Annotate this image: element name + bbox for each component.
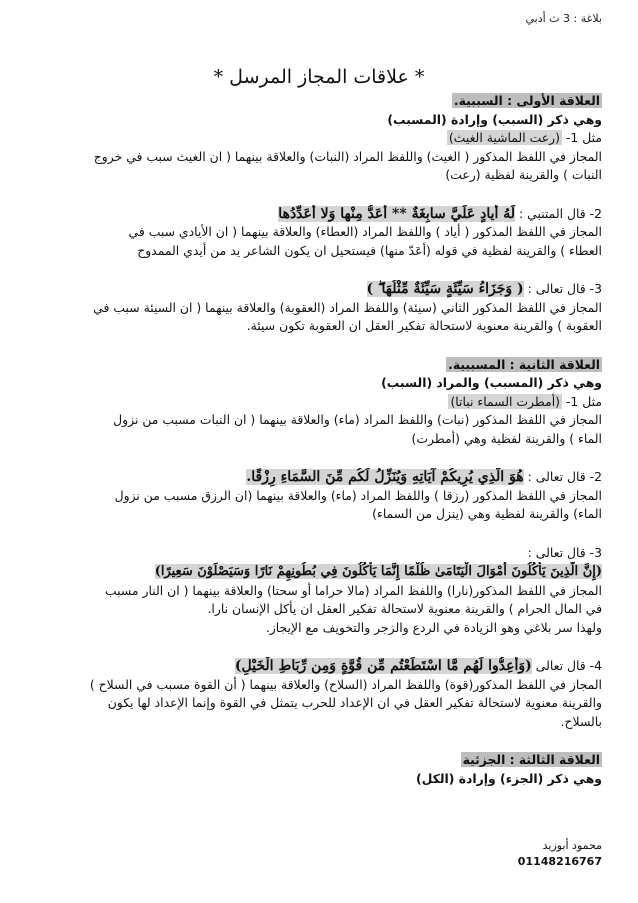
s1-example-3: 3- قال تعالى : ( وَجَزَاءُ سَيِّئَةٍ سَيِّئَةٌ مِّثْلُهَا ۖ ) <box>366 281 602 297</box>
author-name: محمود أبوزيد <box>542 839 602 852</box>
page-header: بلاغة : 3 ث أدبي <box>525 12 602 25</box>
page-title: * علاقات المجاز المرسل * <box>213 66 425 88</box>
s2-ex1-line-2: الماء ) والقرينة لفظية وهي (أمطرت) <box>411 430 602 446</box>
s1-ex3-line-1: المجاز في اللفظ المذكور الثاني (سيئة) واللفظ المراد (العقوبة) والعلاقة بينهما ( ان السيئة سبب في <box>93 299 602 315</box>
s1-ex1-line-2: النبات ) والقرينة لفظية (رعت) <box>445 167 602 182</box>
s1-ex3-line-2: العقوبة ) والقرينة معنوية لاستحالة تفكير العقل ان العقوبة تكون سيئة. <box>246 318 602 333</box>
s2-ex1-line-1: المجاز في اللفظ المذكور (نبات) واللفظ المراد (ماء) والعلاقة بينهما ( ان النبات مسبب من نزول <box>113 412 602 427</box>
s2-ex2-line-2: الماء) والقرينة لفظية وهي (ينزل من السماء) <box>372 506 602 521</box>
s1-example-2: 2- قال المتنبي : لَهُ أَيادٍ عَلَيَّ سابِغَةٌ ** أُعَدُّ مِنْها وَلا أُعَدِّدُها <box>278 205 602 222</box>
s2-ex3-line-1: المجاز في اللفظ المذكور(نارا) واللفظ المراد (مالا حراما أو سحتا) والعلاقة بينهما ( ان النار مسبب <box>104 582 602 598</box>
section-3-definition: وهي ذكر (الجزء) وإرادة (الكل) <box>415 770 602 786</box>
s2-example-3-label: 3- قال تعالى : <box>527 544 602 560</box>
author-phone: 01148216767 <box>517 855 602 868</box>
s2-ex4-line-1: المجاز في اللفظ المذكور(قوة) واللفظ المراد (السلاح) والعلاقة بينهما ( أن القوة مسبب في السلاح ) <box>89 676 602 692</box>
s1-ex2-line-2: العطاء ) والقرينة لفظية في قوله (أُعَدّ منها) فيستحيل ان يكون الشاعر يد من أيدي الممدوح <box>137 242 602 258</box>
s2-example-3-verse: (إِنَّ الَّذِينَ يَأْكُلُونَ أَمْوَالَ الْيَتَامَىٰ ظُلْمًا إِنَّمَا يَأْكُلُونَ فِي بُطُونِهِمْ نَارًا وَسَيَصْلَوْنَ سَعِيرًا) <box>154 564 602 579</box>
section-2-definition: وهي ذكر (المسبب) والمراد (السبب) <box>381 375 602 390</box>
s2-ex4-line-2: والقرينة معنوية لاستحالة تفكير العقل في ان الإعداد للحرب يتمثل في القوة وإنما الإعداد لها يكون <box>107 695 602 710</box>
s2-example-4: 4- قال تعالى (وَأَعِدُّوا لَهُم مَّا اسْتَطَعْتُم مِّن قُوَّةٍ وَمِن رِّبَاطِ الْخَيْلِ) <box>234 658 602 674</box>
page-footer <box>518 838 602 870</box>
s2-example-2: 2- قال تعالى : هُوَ الَّذِي يُرِيكُمْ آيَاتِهِ وَيُنَزِّلُ لَكُم مِّنَ السَّمَاءِ رِزْقًا. <box>246 469 602 485</box>
document-body <box>40 92 602 788</box>
s2-ex3-line-2: في المال الحرام ) والقرينة معنوية لاستحالة تفكير العقل ان يأكل الإنسان نارا. <box>207 601 602 616</box>
s2-example-1: مثل 1- (أمطرت السماء نباتا) <box>450 393 602 409</box>
s1-ex2-line-1: المجاز في اللفظ المذكور ( أياد ) واللفظ المراد (العطاء) والعلاقة بينهما ( ان الأيادي سبب في <box>128 224 602 239</box>
s1-example-1: مثل 1- (رعت الماشية الغيث) <box>448 130 602 145</box>
s2-ex3-line-3: ولهذا سر بلاغي وهو الزيادة في الردع والزجر والتخويف مع الإيجاز. <box>265 619 602 635</box>
s2-ex4-line-3: بالسلاح. <box>560 713 602 729</box>
section-2-heading: العلاقة الثانية : المسببية. <box>448 356 600 372</box>
section-1-definition: وهي ذكر (السبب) وإرادة (المسبب) <box>387 111 602 127</box>
section-1-heading: العلاقة الأولى : السببية. <box>453 93 600 108</box>
s1-ex1-line-1: المجاز في اللفظ المذكور ( الغيث) واللفظ المراد (النبات) والعلاقة بينهما ( ان الغيث سبب في خروج <box>93 148 602 164</box>
s2-ex2-line-1: المجاز في اللفظ المذكور (رزقا ) واللفظ المراد (ماء) والعلاقة بينهما (ان الرزق مسبب من نزول <box>114 487 602 503</box>
section-3-heading: العلاقة الثالثة : الجزئية <box>462 752 600 767</box>
